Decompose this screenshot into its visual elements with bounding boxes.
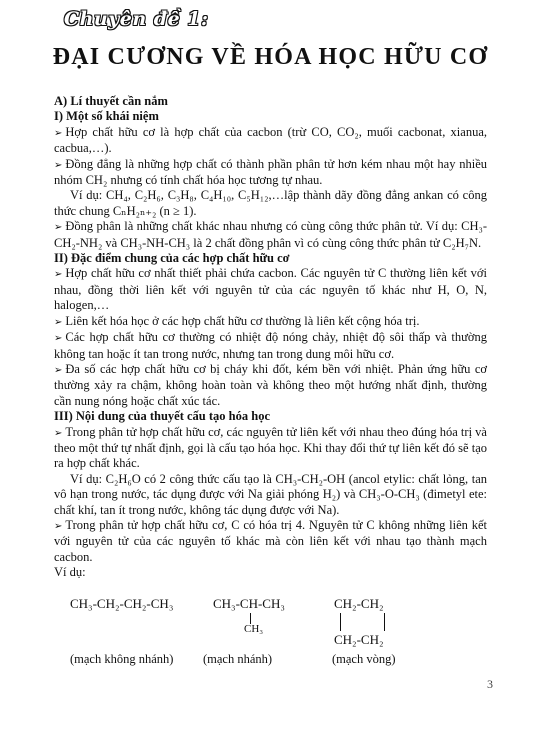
- ring-right-bond-line: [384, 613, 385, 631]
- paragraph: Ví dụ: C₂H₆O có 2 công thức cấu tạo là CH₃-CH₂-OH (ancol etylic: chất lỏng, tan vô hạn trong nước, tác dụng được với Na giải phóng H₂) và CH₃-O-CH₃ (đimetyl ete: chất khí, tan ít trong nước, không tác dụng được với Na).: [54, 471, 487, 517]
- chapter-label: Chuyên đề 1:: [64, 8, 209, 30]
- arrow-bullet-icon: ➢: [54, 333, 63, 345]
- arrow-bullet-icon: ➢: [54, 316, 63, 328]
- arrow-bullet-icon: ➢: [54, 427, 63, 439]
- straight-chain-formula: CH₃-CH₂-CH₂-CH₃: [70, 596, 174, 611]
- example-label: Ví dụ:: [54, 565, 86, 580]
- section-3-heading: III) Nội dung của thuyết cấu tạo hóa học: [54, 409, 271, 424]
- paragraph-text: Đồng phân là những chất khác nhau nhưng có cùng công thức phân tử. Ví dụ: CH₃-CH₂-NH₂ và CH₃-NH-CH₃ là 2 chất đồng phân vì có cùng công thức phân tử C₂H₇N.: [54, 219, 487, 250]
- section-a-heading: A) Lí thuyết cần nắm: [54, 94, 168, 108]
- arrow-bullet-icon: ➢: [54, 222, 63, 234]
- label-straight-chain: (mạch không nhánh): [70, 652, 174, 666]
- paragraph: Ví dụ: CH₄, C₂H₆, C₃H₈, C₄H₁₀, C₅H₁₂,…lập thành dãy đồng đẳng ankan có công thức chung CₙH₂ₙ₊₂ (n ≥ 1).: [54, 188, 487, 218]
- paragraph-text: Hợp chất hữu cơ là hợp chất của cacbon (trừ CO, CO₂, muối cacbonat, xianua, cacbua,…).: [54, 124, 487, 156]
- branch-methyl: CH₃: [244, 623, 264, 635]
- paragraph: [54, 518, 487, 565]
- paragraph-text: Đa số các hợp chất hữu cơ bị cháy khi đốt, kém bền với nhiệt. Phản ứng hữu cơ thường xảy ra chậm, không hoàn toàn và không theo một hướng nhất định, thường cần nung nóng hoặc chất xúc tác.: [54, 361, 487, 408]
- page-number: 3: [487, 677, 493, 691]
- paragraph: [54, 314, 487, 330]
- paragraph-text: Đồng đẳng là những hợp chất có thành phần phân tử hơn kém nhau một hay nhiều nhóm CH₂ nhưng có tính chất hóa học tương tự nhau.: [54, 156, 487, 188]
- paragraph: [54, 157, 487, 189]
- paragraph-text: Hợp chất hữu cơ nhất thiết phải chứa cacbon. Các nguyên tử C thường liên kết với nhau, đồng thời liên kết với nguyên tử của các nguyên tố khác như H, O, N, halogen,…: [54, 266, 487, 313]
- paragraph-text: Trong phân tử hợp chất hữu cơ, các nguyên tử liên kết với nhau theo đúng hóa trị và theo một thứ tự nhất định, gọi là cấu tạo hóa học. Khi thay đổi thứ tự liên kết đó sẽ tạo ra hợp chất khác.: [54, 424, 487, 471]
- paragraph: [54, 362, 487, 409]
- arrow-bullet-icon: ➢: [54, 159, 63, 171]
- paragraph: [54, 219, 487, 251]
- arrow-bullet-icon: ➢: [54, 364, 63, 376]
- ring-left-bond-line: [340, 613, 341, 631]
- arrow-bullet-icon: ➢: [54, 127, 63, 139]
- section-2-heading: II) Đặc điểm chung của các hợp chất hữu cơ: [54, 251, 290, 266]
- paragraph: [54, 266, 487, 313]
- ring-top-formula: CH₂-CH₂: [334, 596, 384, 611]
- branched-chain-formula: CH₃-CH-CH₃: [213, 596, 285, 611]
- label-ring-chain: (mạch vòng): [332, 652, 396, 666]
- paragraph-text: Các hợp chất hữu cơ thường có nhiệt độ nóng chảy, nhiệt độ sôi thấp và thường không tan hoặc ít tan trong nước, nhưng tan trong dung môi hữu cơ.: [54, 330, 487, 361]
- paragraph: [54, 330, 487, 362]
- label-branched-chain: (mạch nhánh): [203, 652, 273, 666]
- carbon-chain-diagrams: [70, 588, 490, 668]
- section-1-heading: I) Một số khái niệm: [54, 109, 159, 124]
- paragraph: [54, 425, 487, 472]
- arrow-bullet-icon: ➢: [54, 520, 63, 532]
- arrow-bullet-icon: ➢: [54, 269, 63, 281]
- ring-bottom-formula: CH₂-CH₂: [334, 632, 384, 647]
- paragraph: [54, 125, 487, 157]
- page-title: ĐẠI CƯƠNG VỀ HÓA HỌC HỮU CƠ: [52, 44, 489, 70]
- main-content: [54, 94, 487, 581]
- paragraph-text: Liên kết hóa học ở các hợp chất hữu cơ thường là liên kết cộng hóa trị.: [65, 313, 420, 328]
- paragraph-text: Trong phân tử hợp chất hữu cơ, C có hóa trị 4. Nguyên tử C không những liên kết với nguyên tử của các nguyên tố khác mà còn liên kết với nhau tạo thành mạch cacbon.: [54, 517, 487, 564]
